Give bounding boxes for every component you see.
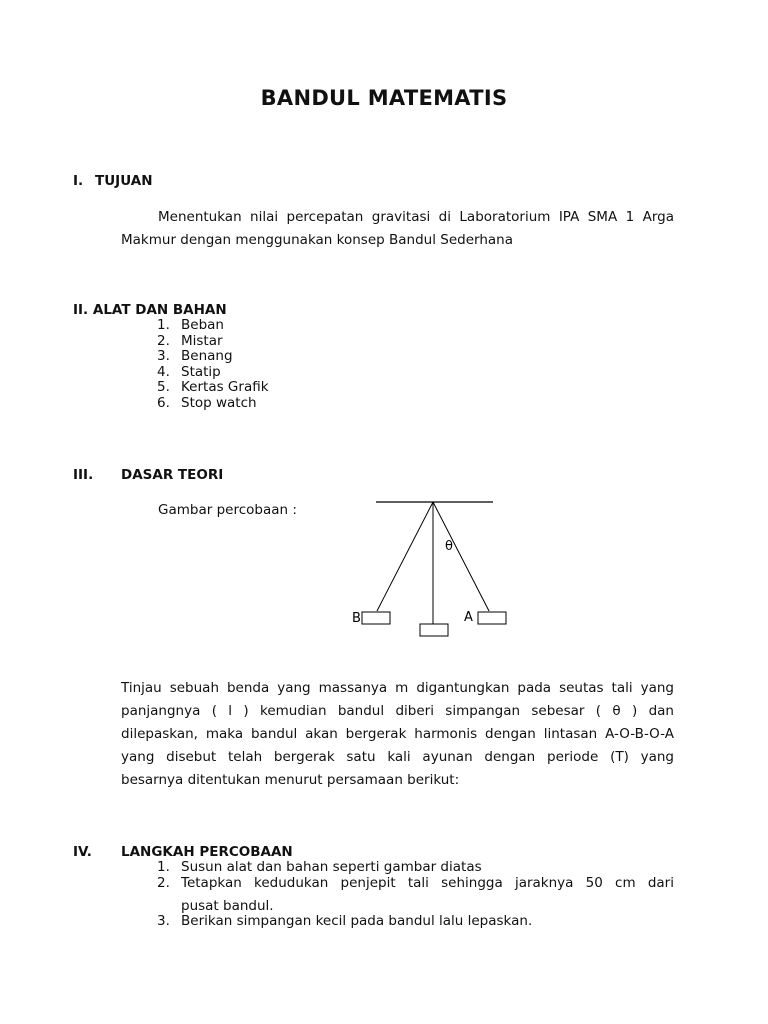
list-item: 3. Benang xyxy=(157,348,233,364)
section-dasar-number: III. xyxy=(73,467,94,483)
figure-caption: Gambar percobaan : xyxy=(158,502,297,518)
langkah-list xyxy=(157,860,674,891)
dasar-line-2: panjangnya ( l ) kemudian bandul diberi simpangan sebesar ( θ ) dan xyxy=(121,703,674,719)
list-item: 2. Tetapkan kedudukan penjepit tali sehingga jaraknya 50 cm dari xyxy=(157,874,674,891)
tujuan-line-1: Menentukan nilai percepatan gravitasi di Laboratorium IPA SMA 1 Arga xyxy=(158,209,674,225)
bob-center xyxy=(420,624,448,636)
list-item: 2. Mistar xyxy=(157,332,223,349)
list-item: 6. Stop watch xyxy=(157,394,257,411)
dasar-line-1: Tinjau sebuah benda yang massanya m digantungkan pada seutas tali yang xyxy=(121,680,674,696)
label-b: B xyxy=(352,611,361,626)
section-alat-heading: II. ALAT DAN BAHAN xyxy=(73,302,227,318)
dasar-line-4: yang disebut telah bergerak satu kali ayunan dengan periode (T) yang xyxy=(121,749,674,765)
tujuan-line-2: Makmur dengan menggunakan konsep Bandul Sederhana xyxy=(121,232,513,248)
page-title: BANDUL MATEMATIS xyxy=(260,86,508,110)
section-langkah-number: IV. xyxy=(73,844,92,860)
list-item: 1. Beban xyxy=(157,317,224,333)
pendulum-figure xyxy=(340,494,520,644)
dasar-line-3: dilepaskan, maka bandul akan bergerak harmonis dengan lintasan A-O-B-O-A xyxy=(121,726,674,742)
section-tujuan-number: I. xyxy=(73,173,84,189)
label-a: A xyxy=(464,610,473,625)
string-right xyxy=(433,502,489,611)
section-dasar-heading: DASAR TEORI xyxy=(121,467,224,483)
list-item: 1. Susun alat dan bahan seperti gambar diatas xyxy=(157,859,482,875)
langkah-list-cont xyxy=(157,914,532,930)
alat-list xyxy=(157,318,269,411)
list-item: 3. Berikan simpangan kecil pada bandul lalu lepaskan. xyxy=(157,913,533,929)
section-langkah-heading: LANGKAH PERCOBAAN xyxy=(121,844,293,860)
dasar-paragraph xyxy=(121,677,674,792)
string-left xyxy=(377,502,433,611)
bob-right xyxy=(478,612,506,624)
section-tujuan-heading: TUJUAN xyxy=(95,173,153,189)
bob-left xyxy=(362,612,390,624)
list-item: 5. Kertas Grafik xyxy=(157,379,269,395)
dasar-line-5: besarnya ditentukan menurut persamaan berikut: xyxy=(121,772,460,788)
list-item: 4. Statip xyxy=(157,363,221,380)
theta-label: θ xyxy=(445,539,453,554)
langkah-item-2-cont: pusat bandul. xyxy=(181,898,274,914)
